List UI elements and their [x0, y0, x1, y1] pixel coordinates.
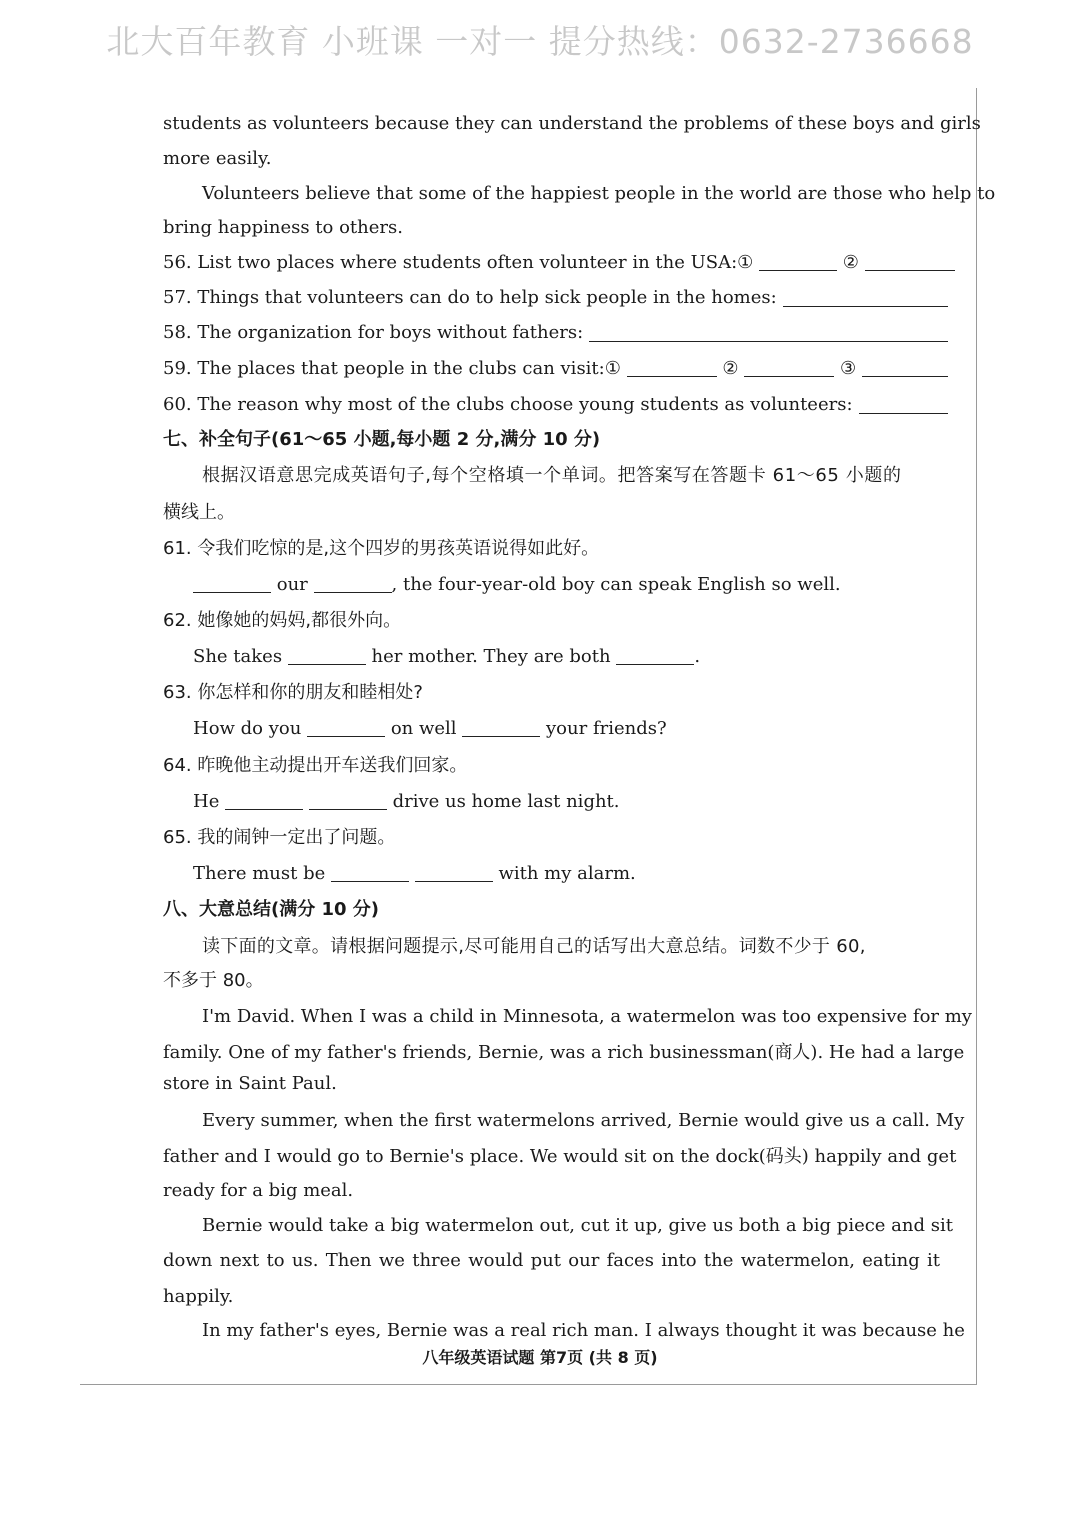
question-64-chinese: 64. 昨晚他主动提出开车送我们回家。 [163, 755, 468, 776]
article-line: Every summer, when the first watermelons arrived, Bernie would give us a call. My [202, 1110, 965, 1131]
section-8-instruction: 不多于 80。 [163, 970, 264, 991]
question-57 [163, 286, 948, 310]
question-62-sentence [193, 645, 978, 669]
passage-line: more easily. [163, 148, 272, 169]
question-61-sentence [193, 573, 978, 597]
article-line: ready for a big meal. [163, 1180, 354, 1201]
question-text: 60. The reason why most of the clubs choose young students as volunteers: [163, 394, 853, 415]
sentence-text: drive us home last night. [392, 791, 620, 812]
sentence-text: on well [390, 718, 457, 739]
sentence-text: How do you [193, 718, 302, 739]
article-line: store in Saint Paul. [163, 1073, 337, 1094]
question-63-chinese: 63. 你怎样和你的朋友和睦相处? [163, 682, 423, 703]
article-line: down next to us. Then we three would put our faces into the watermelon, eating it [163, 1250, 940, 1271]
answer-blank[interactable] [331, 863, 409, 882]
passage-line: Volunteers believe that some of the happiest people in the world are those who help to [202, 183, 996, 204]
section-7-instruction: 横线上。 [163, 502, 235, 523]
answer-blank[interactable] [309, 791, 387, 810]
article-line: happily. [163, 1286, 234, 1307]
section-7-heading: 七、补全句子(61～65 小题,每小题 2 分,满分 10 分) [163, 429, 601, 450]
sentence-text: with my alarm. [498, 863, 636, 884]
sentence-text: her mother. They are both [371, 646, 611, 667]
question-58 [163, 321, 948, 345]
sentence-text: , the four-year-old boy can speak English so well. [391, 574, 841, 595]
question-60 [163, 393, 948, 417]
question-59 [163, 357, 948, 381]
question-62-chinese: 62. 她像她的妈妈,都很外向。 [163, 610, 402, 631]
article-line: father and I would go to Bernie's place. We would sit on the dock(码头) happily and get [163, 1146, 957, 1167]
question-text: 56. List two places where students often volunteer in the USA: [163, 252, 738, 273]
article-line: In my father's eyes, Bernie was a real rich man. I always thought it was because he [202, 1320, 965, 1341]
question-text: 59. The places that people in the clubs can visit: [163, 358, 605, 379]
page-footer: 八年级英语试题 第7页 (共 8 页) [422, 1348, 658, 1367]
watermark: 北大百年教育 小班课 一对一 提分热线：0632-2736668 [106, 22, 974, 61]
answer-blank[interactable] [462, 718, 540, 737]
section-8-heading: 八、大意总结(满分 10 分) [163, 899, 380, 920]
question-text: 58. The organization for boys without fathers: [163, 322, 584, 343]
circle-marker: ② [722, 358, 739, 379]
circle-marker: ② [842, 252, 859, 273]
question-64-sentence [193, 790, 978, 814]
circle-marker: ① [737, 252, 754, 273]
answer-blank[interactable] [589, 323, 948, 342]
section-8-instruction: 读下面的文章。请根据问题提示,尽可能用自己的话写出大意总结。词数不少于 60, [202, 936, 866, 957]
question-65-sentence [193, 862, 978, 886]
answer-blank[interactable] [193, 574, 271, 593]
answer-blank[interactable] [627, 358, 717, 377]
question-61-chinese: 61. 令我们吃惊的是,这个四岁的男孩英语说得如此好。 [163, 538, 600, 559]
circle-marker: ③ [839, 358, 857, 379]
question-65-chinese: 65. 我的闹钟一定出了问题。 [163, 827, 396, 848]
passage-line: bring happiness to others. [163, 217, 403, 238]
answer-blank[interactable] [865, 252, 955, 271]
section-7-instruction: 根据汉语意思完成英语句子,每个空格填一个单词。把答案写在答题卡 61～65 小题的 [202, 465, 902, 486]
answer-blank[interactable] [859, 395, 948, 414]
answer-blank[interactable] [225, 791, 303, 810]
answer-blank[interactable] [307, 718, 385, 737]
sentence-text: our [276, 574, 308, 595]
article-line: family. One of my father's friends, Bernie, was a rich businessman(商人). He had a large [163, 1042, 965, 1063]
answer-blank[interactable] [415, 863, 493, 882]
sentence-text: your friends? [546, 718, 667, 739]
answer-blank[interactable] [783, 288, 948, 307]
question-63-sentence [193, 717, 978, 741]
sentence-text: . [694, 646, 701, 667]
answer-blank[interactable] [288, 646, 366, 665]
answer-blank[interactable] [744, 358, 834, 377]
sentence-text: He [193, 791, 220, 812]
answer-blank[interactable] [314, 574, 392, 593]
passage-line: students as volunteers because they can understand the problems of these boys and girls [163, 113, 981, 134]
question-text: 57. Things that volunteers can do to help sick people in the homes: [163, 287, 777, 308]
answer-blank[interactable] [759, 252, 837, 271]
circle-marker: ① [604, 358, 621, 379]
sentence-text: There must be [193, 863, 326, 884]
answer-blank[interactable] [616, 646, 694, 665]
sentence-text: She takes [193, 646, 283, 667]
article-line: I'm David. When I was a child in Minnesota, a watermelon was too expensive for my [202, 1006, 972, 1027]
question-56 [163, 251, 948, 275]
answer-blank[interactable] [862, 358, 948, 377]
article-line: Bernie would take a big watermelon out, cut it up, give us both a big piece and sit [202, 1215, 953, 1236]
